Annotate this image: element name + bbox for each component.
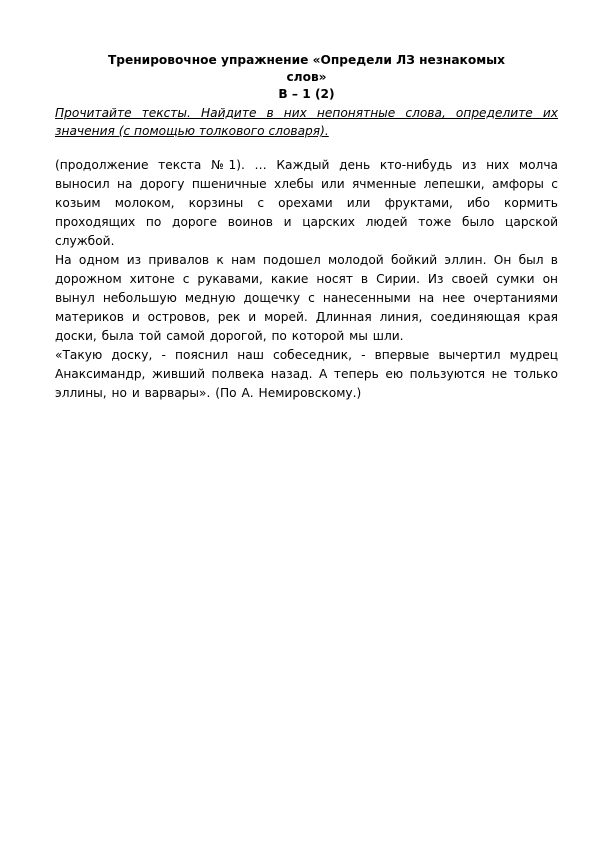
task-instruction: Прочитайте тексты. Найдите в них непонятные слова, определите их значения (с помощью толкового словаря). (55, 106, 558, 138)
text-paragraph-1: (продолжение текста №1). … Каждый день кто-нибудь из них молча выносил на дорогу пшеничные хлебы или ячменные лепешки, амфоры с козьим молоком, корзины с орехами или фруктами, ибо кормить проходящих по дороге воинов и царских людей тоже было царской службой. (55, 158, 558, 248)
text-paragraph-2: На одном из привалов к нам подошел молодой бойкий эллин. Он был в дорожном хитоне с рукавами, какие носят в Сирии. Из своей сумки он вынул небольшую медную дощечку с нанесенными на нее очертаниями материков и островов, рек и морей. Длинная линия, соединяющая края доски, была той самой дорогой, по которой мы шли. (55, 253, 558, 343)
text-paragraph-3: «Такую доску, - пояснил наш собеседник, - впервые вычертил мудрец Анаксимандр, живший полвека назад. А теперь ею пользуются не только эллины, но и варвары». (По А. Немировскому.) (55, 348, 558, 400)
spacer (55, 140, 558, 156)
document-title: Тренировочное упражнение «Определи ЛЗ незнакомых слов» (107, 53, 506, 84)
variant-label: В – 1 (2) (278, 87, 335, 101)
document-content (55, 52, 558, 403)
